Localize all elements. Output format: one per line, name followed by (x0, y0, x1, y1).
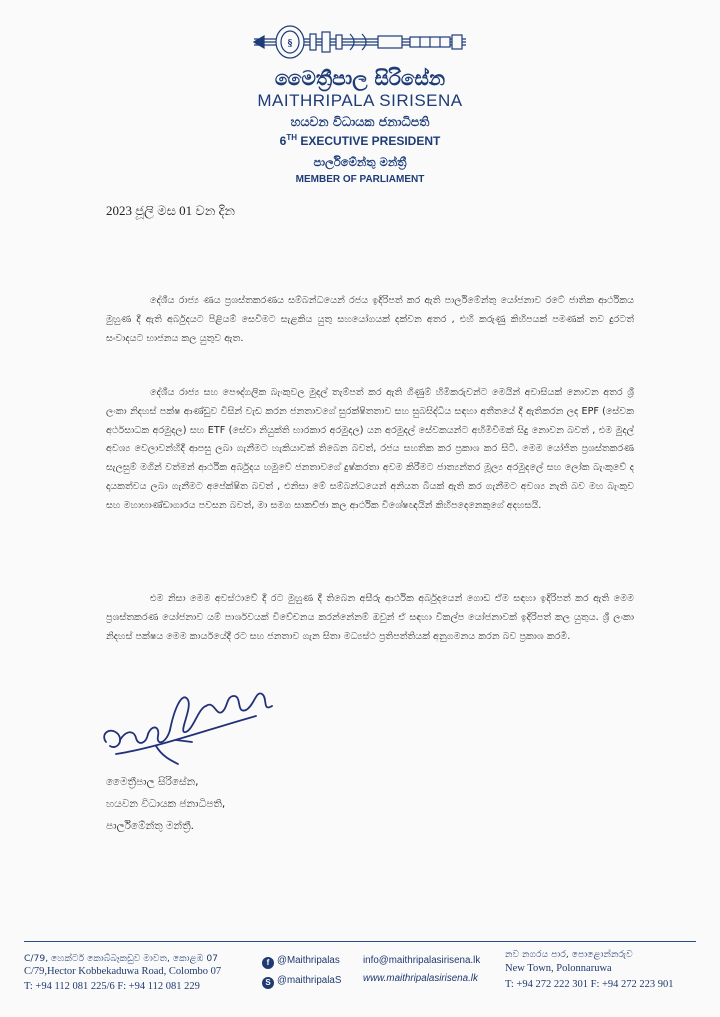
skype-icon: S (262, 977, 274, 989)
facebook-handle[interactable]: f @Maithripalas (262, 955, 340, 969)
polonnaruwa-address-sinhala: නව නගරය පාර, පොළොන්නරුව (505, 949, 633, 960)
website-link[interactable]: www.maithripalasirisena.lk (363, 973, 478, 984)
letter-date: 2023 ජූලි මස 01 වන දින (106, 203, 235, 218)
paragraph-1: දේශීය රාජ්‍ය ණය ප්‍රශස්තකරණය සම්බන්ධයෙන් රජය ඉදිරිපත් කර ඇති පාර්ලිමේන්තු යෝජනාව රටේ ජාතික ආර්ථිකය මුහුණ දී ඇති අර්බුදයට පිළියම් සෙවීමට සැළකිය යුතු සහයෝගයක් දක්වන අතර , එහි කරුණු කිහිපයක් පමණක් තව දුරටත් සංවාදයට භාජනය කල යුතුව ඇත. (106, 295, 634, 344)
colombo-phone: T: +94 112 081 225/6 F: +94 112 081 229 (24, 981, 200, 992)
name-sinhala: මෛත්‍රීපාල සිරිසේන (274, 66, 446, 90)
mace-emblem-icon (250, 20, 470, 64)
sign-off-block (106, 771, 225, 837)
paragraph-2: දේශීය රාජ්‍ය සහ පෞද්ගලික බැංකුවල මුදල් තැම්පත් කර ඇති ගිණුම් හිමිකරුවන්ට මෙයින් අවාසියක් නොවන අතර ශ්‍රී ලංකා නිදහස් පක්ෂ ආණ්ඩුව විසින් වැඩ කරන ජනතාවගේ සුරක්ෂිතතාව සහ සුබසිද්ධිය සඳහා අතීතයේ දී ඇතිකරන ලද EPF (සේවක අර්ථසාධක අරමුදල) සහ ETF (සේවා නියුක්ති භාරකාර අරමුදල) යන අරමුදල් සේවකයන්ට අහිමිවීමක් සිදු නොවන බවත් , එම මුදල් අවශ්‍ය වෙලාවන්හිදී ආපසු ලබා ගැනීමට හැකියාවක් තිබෙන බවත්, රජය සහතික කර ප්‍රකාශ කර සිටී. මෙම යෝජිත ප්‍රශස්තකරණ සැලසුම් මගින් වත්මන් ආර්ථික අර්බුදය හමුවේ ජනතාවගේ දුෂ්කරතා අවම කිරීමට ජාත්‍යන්තර මූල්‍ය අරමුදලේ සහ ලෝක බැංකුවේ ද දායකත්වය ලබා ගැනීමට අපේක්ෂිත බවත් , එනිසා මේ සම්බන්ධයෙන් අනියත බියක් ඇති කර ගැනීමට අවශ්‍ය නැති බව මහ බැංකුව සහ මහාභාණ්ඩාගාරය පවසන බවත්, මා සමග සාකච්ඡා කල ආර්ථික විශේෂඥයින් කිහිපදෙනෙකුගේ අදහසයි. (106, 387, 634, 511)
polonnaruwa-phone: T: +94 272 222 301 F: +94 272 223 901 (505, 979, 674, 990)
mp-title-english: MEMBER OF PARLIAMENT (295, 174, 425, 185)
sign-off-mp: පාර්ලිමේන්තු මන්ත්‍රී. (106, 820, 194, 832)
sign-off-title: හයවන විධායක ජනාධිපති, (106, 798, 226, 810)
name-english: MAITHRIPALA SIRISENA (257, 91, 463, 110)
president-title-sinhala: හයවන විධායක ජනාධිපති (290, 114, 430, 129)
footer-rule (24, 941, 696, 942)
skype-handle[interactable]: S @maithripalaS (262, 975, 341, 989)
mp-title-sinhala: පාර්ලිමේන්තු මන්ත්‍රී (313, 155, 407, 169)
president-title-english: 6TH EXECUTIVE PRESIDENT (279, 133, 441, 148)
colombo-address-sinhala: C/79, හෙක්ටර් කොබ්බෑකඩුව මාවත, කොළඹ 07 (24, 953, 219, 964)
handwritten-signature (96, 660, 296, 765)
email-link[interactable]: info@maithripalasirisena.lk (363, 955, 481, 966)
polonnaruwa-address-english: New Town, Polonnaruwa (505, 963, 612, 974)
sign-off-name: මෛත්‍රීපාල සිරිසේන, (106, 776, 199, 788)
paragraph-3: එම නිසා මෙම අවස්ථාවේ දී රට මුහුණ දී තිබෙන අසීරු ආර්ථික අර්බුදයෙන් ගොඩ ඒම සඳහා ඉදිරිපත් කර ඇති මෙම ප්‍රශස්තකරණ යෝජනාව යම් පාර්ශවයක් විවේචනය කරන්නේනම් ඔවුන් ඒ සඳහා විකල්ප යෝජනාවක් ඉදිරිපත් කල යුතුය. ශ්‍රී ලංකා නිදහස් පක්ෂය මෙම කාර්යයේදී රට සහ ජනතාව ගැන සිතා මධ්‍යස්ථ ප්‍රතිපත්තියක් අනුගමනය කරන බව ප්‍රකාශ කරමී. (106, 593, 634, 642)
colombo-address-english: C/79,Hector Kobbekaduwa Road, Colombo 07 (24, 966, 222, 977)
facebook-icon: f (262, 957, 274, 969)
svg-text:§: § (287, 39, 293, 49)
